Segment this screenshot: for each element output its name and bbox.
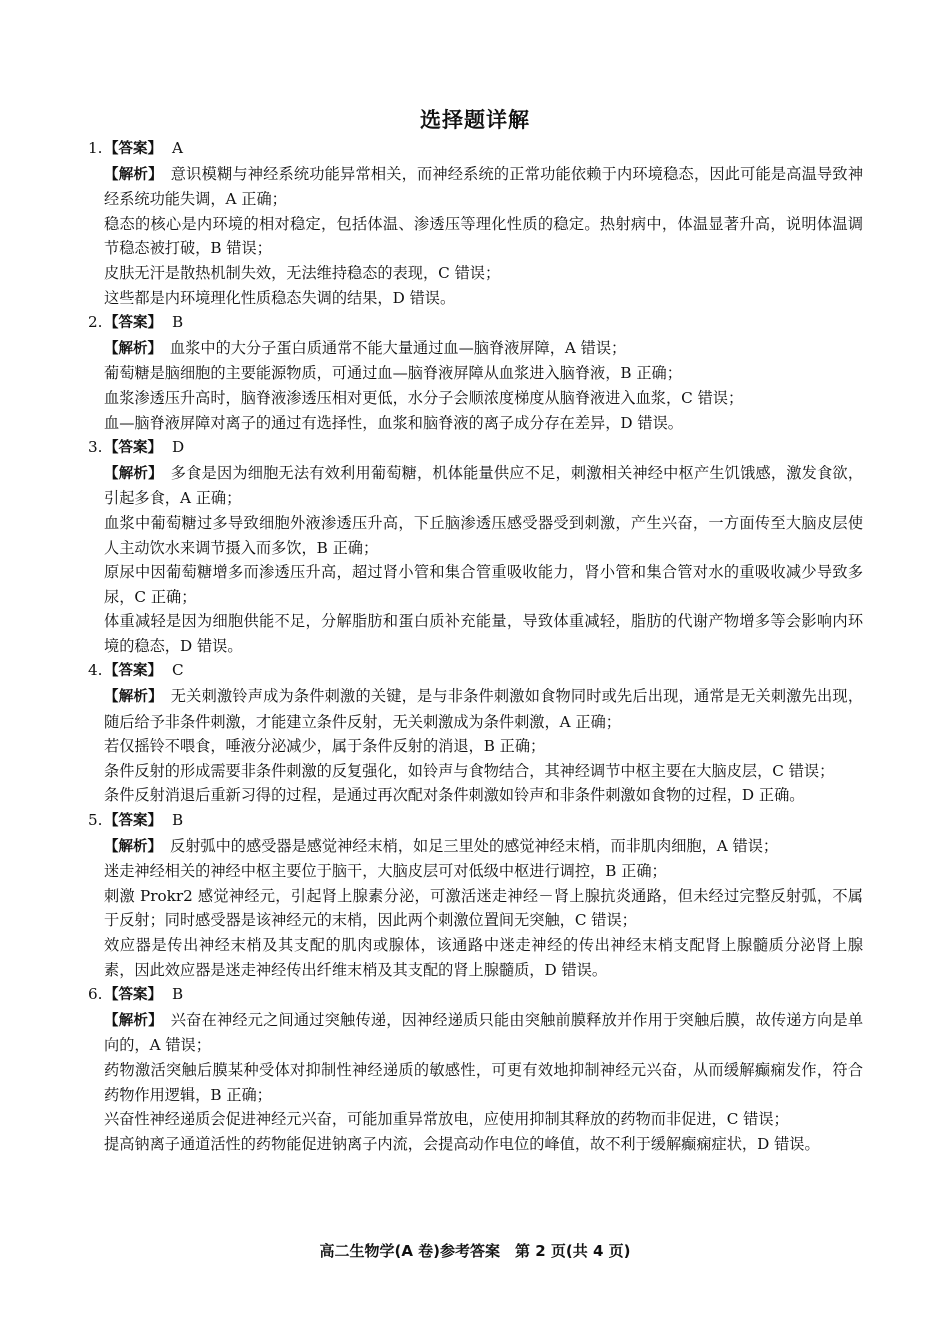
question-number: 6. xyxy=(88,985,103,1004)
answer-row xyxy=(88,658,863,684)
question-block xyxy=(88,982,863,1156)
analysis-text: 意识模糊与神经系统功能异常相关，而神经系统的正常功能依赖于内环境稳态，因此可能是高温导致神经系统功能失调，A 正确； xyxy=(104,164,863,209)
page-footer: 高二生物学(A 卷)参考答案 第 2 页(共 4 页) xyxy=(319,1242,631,1260)
answer-row xyxy=(88,808,863,834)
analysis-paragraph: 药物激活突触后膜某种受体对抑制性神经递质的敏感性，可更有效地抑制神经元兴奋，从而缓解癫痫发作，符合药物作用逻辑，B 正确； xyxy=(104,1060,863,1104)
answer-tag: 【答案】 xyxy=(104,987,162,1004)
analysis-paragraph xyxy=(104,162,863,212)
question-number: 1. xyxy=(88,139,103,157)
analysis-paragraph: 葡萄糖是脑细胞的主要能源物质，可通过血—脑脊液屏障从血浆进入脑脊液，B 正确； xyxy=(104,364,682,383)
analysis-paragraph xyxy=(104,684,863,734)
question-number: 3. xyxy=(88,438,103,457)
analysis-text: 血浆中的大分子蛋白质通常不能大量通过血—脑脊液屏障，A 错误； xyxy=(170,338,627,357)
question-block xyxy=(88,435,863,658)
analysis-paragraph: 效应器是传出神经末梢及其支配的肌肉或腺体，该通路中迷走神经的传出神经末梢支配肾上腺髓质分泌肾上腺素，因此效应器是迷走神经传出纤维末梢及其支配的肾上腺髓质，D 错误。 xyxy=(104,936,863,979)
answer-tag: 【答案】 xyxy=(104,813,162,830)
question-number: 4. xyxy=(88,661,103,680)
analysis-tag: 【解析】 xyxy=(104,1012,163,1029)
answer-value: B xyxy=(172,313,184,332)
question-block xyxy=(88,310,863,435)
answer-value: A xyxy=(172,139,183,157)
answer-content xyxy=(88,136,863,1156)
analysis-paragraph: 迷走神经相关的神经中枢主要位于脑干，大脑皮层可对低级中枢进行调控，B 正确； xyxy=(104,862,667,881)
analysis-paragraph: 条件反射的形成需要非条件刺激的反复强化，如铃声与食物结合，其神经调节中枢主要在大脑皮层，C 错误； xyxy=(104,761,835,780)
analysis-tag: 【解析】 xyxy=(104,838,162,855)
answer-value: C xyxy=(172,661,184,680)
analysis-text: 多食是因为细胞无法有效利用葡萄糖，机体能量供应不足，刺激相关神经中枢产生饥饿感，激发食欲，引起多食，A 正确； xyxy=(104,463,863,508)
question-block xyxy=(88,808,863,982)
answer-tag: 【答案】 xyxy=(104,440,162,457)
answer-value: B xyxy=(172,985,184,1004)
analysis-paragraph xyxy=(104,461,863,511)
analysis xyxy=(88,461,863,659)
analysis-text: 反射弧中的感受器是感觉神经末梢，如足三里处的感觉神经末梢，而非肌肉细胞，A 错误； xyxy=(170,836,779,855)
analysis-paragraph: 刺激 Prokr2 感觉神经元，引起肾上腺素分泌，可激活迷走神经－肾上腺抗炎通路，但未经过完整反射弧，不属于反射；同时感受器是该神经元的末梢，因此两个刺激位置间无突触，C 错误； xyxy=(104,886,863,930)
analysis xyxy=(88,336,863,435)
answer-value: B xyxy=(172,811,184,830)
answer-row xyxy=(88,435,863,461)
analysis-paragraph: 皮肤无汗是散热机制失效，无法维持稳态的表现，C 错误； xyxy=(104,263,501,282)
analysis xyxy=(88,162,863,311)
analysis-paragraph: 提高钠离子通道活性的药物能促进钠离子内流，会提高动作电位的峰值，故不利于缓解癫痫症状，D 错误。 xyxy=(104,1134,820,1153)
analysis-paragraph: 稳态的核心是内环境的相对稳定，包括体温、渗透压等理化性质的稳定。热射病中，体温显著升高，说明体温调节稳态被打破，B 错误； xyxy=(104,214,863,258)
analysis-paragraph: 兴奋性神经递质会促进神经元兴奋，可能加重异常放电，应使用抑制其释放的药物而非促进，C 错误； xyxy=(104,1110,789,1129)
question-number: 5. xyxy=(88,811,103,830)
analysis xyxy=(88,684,863,808)
question-number: 2. xyxy=(88,313,103,332)
analysis-paragraph xyxy=(104,336,863,362)
analysis-paragraph: 血浆渗透压升高时，脑脊液渗透压相对更低，水分子会顺浓度梯度从脑脊液进入血浆，C 错误； xyxy=(104,388,744,407)
analysis-tag: 【解析】 xyxy=(104,689,163,706)
analysis xyxy=(88,834,863,983)
analysis-paragraph: 若仅摇铃不喂食，唾液分泌减少，属于条件反射的消退，B 正确； xyxy=(104,737,546,756)
question-block xyxy=(88,658,863,808)
analysis-paragraph: 血—脑脊液屏障对离子的通过有选择性，血浆和脑脊液的离子成分存在差异，D 错误。 xyxy=(104,413,683,432)
analysis-paragraph xyxy=(104,1008,863,1058)
answer-tag: 【答案】 xyxy=(104,663,162,680)
analysis-paragraph: 体重减轻是因为细胞供能不足，分解脂肪和蛋白质补充能量，导致体重减轻，脂肪的代谢产物增多等会影响内环境的稳态，D 错误。 xyxy=(104,612,863,655)
analysis-paragraph: 这些都是内环境理化性质稳态失调的结果，D 错误。 xyxy=(104,288,456,307)
analysis-paragraph xyxy=(104,834,863,860)
answer-tag: 【答案】 xyxy=(104,141,162,157)
analysis-text: 兴奋在神经元之间通过突触传递，因神经递质只能由突触前膜释放并作用于突触后膜，故传递方向是单向的，A 错误； xyxy=(104,1010,863,1055)
analysis-paragraph: 血浆中葡萄糖过多导致细胞外液渗透压升高，下丘脑渗透压感受器受到刺激，产生兴奋，一方面传至大脑皮层使人主动饮水来调节摄入而多饮，B 正确； xyxy=(104,513,863,557)
answer-row xyxy=(88,310,863,336)
analysis-text: 无关刺激铃声成为条件刺激的关键，是与非条件刺激如食物同时或先后出现，通常是无关刺激先出现，随后给予非条件刺激，才能建立条件反射，无关刺激成为条件刺激，A 正确； xyxy=(104,687,863,731)
answer-row xyxy=(88,136,863,162)
question-block xyxy=(88,136,863,310)
analysis-paragraph: 原尿中因葡萄糖增多而渗透压升高，超过肾小管和集合管重吸收能力，肾小管和集合管对水的重吸收减少导致多尿，C 正确； xyxy=(104,563,863,606)
analysis-tag: 【解析】 xyxy=(104,166,163,183)
answer-row xyxy=(88,982,863,1008)
page-title: 选择题详解 xyxy=(420,108,530,132)
answer-value: D xyxy=(172,438,185,457)
answer-tag: 【答案】 xyxy=(104,315,162,332)
analysis-tag: 【解析】 xyxy=(104,465,163,482)
analysis-tag: 【解析】 xyxy=(104,340,162,357)
analysis-paragraph: 条件反射消退后重新习得的过程，是通过再次配对条件刺激如铃声和非条件刺激如食物的过程，D 正确。 xyxy=(104,786,805,805)
analysis xyxy=(88,1008,863,1157)
